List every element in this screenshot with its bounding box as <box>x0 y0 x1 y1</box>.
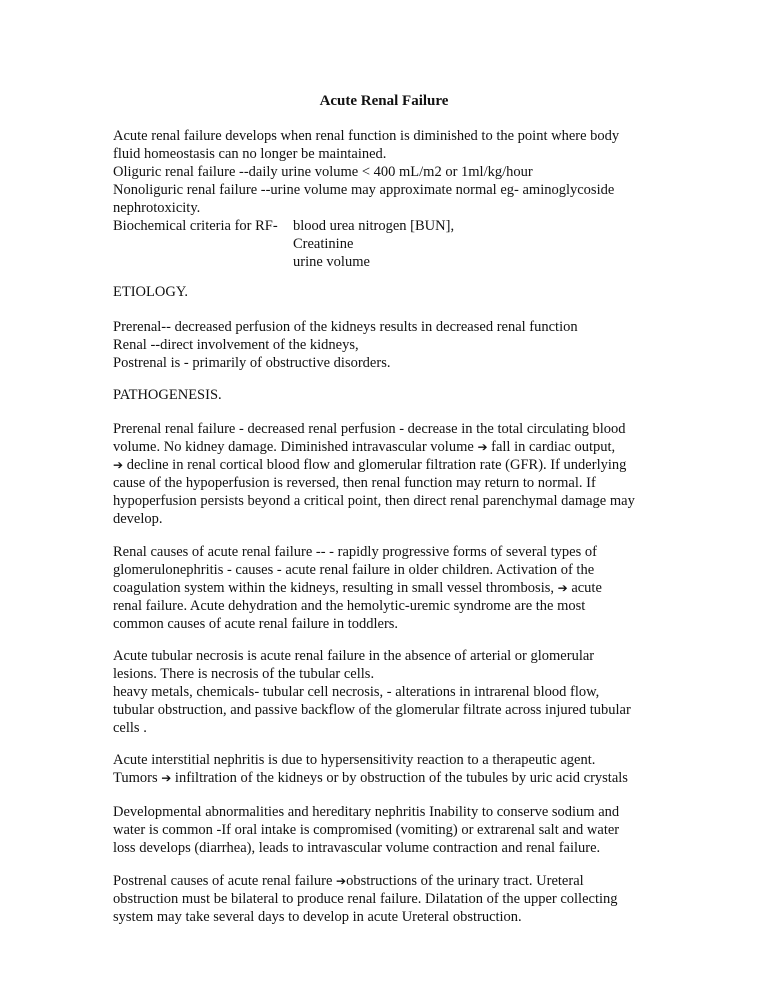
line-text: volume. No kidney damage. Diminished intravascular volume <box>113 439 478 455</box>
paragraph-line: cause of the hypoperfusion is reversed, then renal function may return to normal. If <box>113 475 596 491</box>
paragraph-line <box>113 872 673 890</box>
criteria-line <box>113 217 673 235</box>
paragraph-line: glomerulonephritis - causes - acute renal failure in older children. Activation of the <box>113 562 595 578</box>
line-text: acute <box>567 580 602 596</box>
paragraph-line: lesions. There is necrosis of the tubular cells. <box>113 666 375 682</box>
paragraph-line: hypoperfusion persists beyond a critical point, then direct renal parenchymal damage may <box>113 493 635 509</box>
line-text: Postrenal causes of acute renal failure <box>113 873 337 889</box>
paragraph-developmental <box>113 803 673 857</box>
criteria-label: Biochemical criteria for RF- <box>113 218 278 234</box>
right-arrow-icon: ➔ <box>336 874 347 888</box>
paragraph-line: water is common -If oral intake is compromised (vomiting) or extrarenal salt and water <box>113 822 620 838</box>
etiology-line: Renal --direct involvement of the kidneys, <box>113 337 359 353</box>
paragraph-line: system may take several days to develop in acute Ureteral obstruction. <box>113 909 522 925</box>
line-text: decline in renal cortical blood flow and glomerular filtration rate (GFR). If underlying <box>123 457 627 473</box>
paragraph-line: develop. <box>113 511 163 527</box>
line-text: coagulation system within the kidneys, resulting in small vessel thrombosis, <box>113 580 558 596</box>
paragraph-line: cells . <box>113 720 147 736</box>
right-arrow-icon: ➔ <box>557 581 568 595</box>
paragraph-line: renal failure. Acute dehydration and the hemolytic-uremic syndrome are the most <box>113 598 586 614</box>
paragraph-line <box>113 769 673 787</box>
line-text: infiltration of the kidneys or by obstruction of the tubules by uric acid crystals <box>171 770 628 786</box>
paragraph-line <box>113 456 673 474</box>
line-text: Tumors <box>113 770 162 786</box>
paragraph-line <box>113 438 673 456</box>
paragraph-line: loss develops (diarrhea), leads to intravascular volume contraction and renal failure. <box>113 840 601 856</box>
paragraph-prerenal <box>113 420 673 528</box>
section-heading: ETIOLOGY. <box>113 284 189 300</box>
right-arrow-icon: ➔ <box>477 440 488 454</box>
paragraph-tubular-necrosis <box>113 647 673 737</box>
intro-section <box>113 127 673 271</box>
paragraph-line: Acute interstitial nephritis is due to hypersensitivity reaction to a therapeutic agent. <box>113 752 596 768</box>
right-arrow-icon: ➔ <box>113 458 124 472</box>
paragraph-postrenal <box>113 872 673 926</box>
criteria-item: blood urea nitrogen [BUN], <box>293 218 455 234</box>
pathogenesis-section <box>113 386 673 404</box>
paragraph-line: Prerenal renal failure - decreased renal perfusion - decrease in the total circulating blood <box>113 421 626 437</box>
paragraph-renal <box>113 543 673 633</box>
etiology-section <box>113 283 673 301</box>
paragraph-line: tubular obstruction, and passive backflow of the glomerular filtrate across injured tubular <box>113 702 631 718</box>
etiology-line: Postrenal is - primarily of obstructive disorders. <box>113 355 391 371</box>
paragraph-line: Renal causes of acute renal failure -- - rapidly progressive forms of several types of <box>113 544 597 560</box>
intro-line: fluid homeostasis can no longer be maintained. <box>113 146 387 162</box>
paragraph-interstitial-nephritis <box>113 751 673 787</box>
right-arrow-icon: ➔ <box>161 771 172 785</box>
etiology-body <box>113 318 673 372</box>
intro-line: Acute renal failure develops when renal function is diminished to the point where body <box>113 128 620 144</box>
paragraph-line: common causes of acute renal failure in toddlers. <box>113 616 399 632</box>
paragraph-line: obstruction must be bilateral to produce renal failure. Dilatation of the upper collecting <box>113 891 618 907</box>
paragraph-line: Developmental abnormalities and hereditary nephritis Inability to conserve sodium and <box>113 804 620 820</box>
intro-line: Nonoliguric renal failure --urine volume may approximate normal eg- aminoglycoside <box>113 182 615 198</box>
section-heading: PATHOGENESIS. <box>113 387 222 403</box>
etiology-line: Prerenal-- decreased perfusion of the kidneys results in decreased renal function <box>113 319 578 335</box>
document-title: Acute Renal Failure <box>319 93 449 109</box>
criteria-item: urine volume <box>293 254 370 270</box>
line-text: obstructions of the urinary tract. Ureteral <box>346 873 584 889</box>
paragraph-line: heavy metals, chemicals- tubular cell necrosis, - alterations in intrarenal blood flow, <box>113 684 600 700</box>
intro-line: Oliguric renal failure --daily urine volume < 400 mL/m2 or 1ml/kg/hour <box>113 164 533 180</box>
paragraph-line: Acute tubular necrosis is acute renal failure in the absence of arterial or glomerular <box>113 648 595 664</box>
criteria-item: Creatinine <box>293 236 354 252</box>
line-text: fall in cardiac output, <box>487 439 616 455</box>
paragraph-line <box>113 579 673 597</box>
intro-line: nephrotoxicity. <box>113 200 201 216</box>
